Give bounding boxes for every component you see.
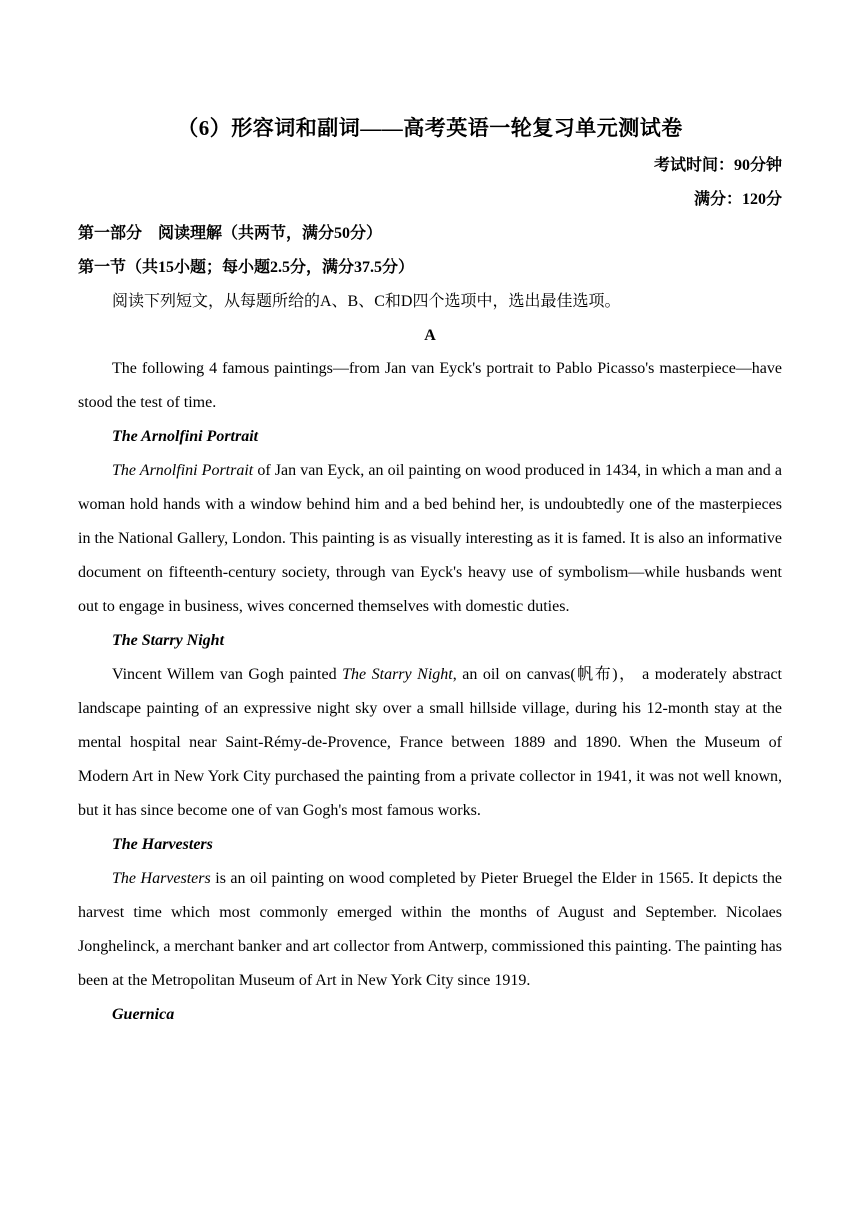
- paragraph-text: of Jan van Eyck, an oil painting on wood produced in 1434, in which a man and a woman hold hands with a window behind him and a bed behind her, is undoubtedly one of the masterpieces in the National Gallery, London. This painting is as visually interesting as it is famed. It is also an informative document on fifteenth-century society, through van Eyck's heavy use of symbolism—while husbands went out to engage in business, wives concerned themselves with domestic duties.: [78, 462, 782, 615]
- section-heading-arnolfini: The Arnolfini Portrait: [112, 428, 259, 445]
- section-heading-guernica: Guernica: [112, 1006, 175, 1023]
- paragraph-text-pre: Vincent Willem van Gogh painted: [112, 666, 343, 683]
- italic-title: The Harvesters: [112, 870, 211, 887]
- italic-title: The Arnolfini Portrait: [112, 462, 254, 479]
- page-title: （6）形容词和副词——高考英语一轮复习单元测试卷: [177, 116, 683, 140]
- passage-body: [78, 352, 782, 1032]
- instructions: 阅读下列短文，从每题所给的A、B、C和D四个选项中，选出最佳选项。: [112, 293, 621, 310]
- intro-paragraph: The following 4 famous paintings—from Jan van Eyck's portrait to Pablo Picasso's masterpiece—have stood the test of time.: [78, 360, 782, 411]
- section-heading-harvesters: The Harvesters: [112, 836, 213, 853]
- paragraph-starry-night: [78, 658, 782, 828]
- paragraph-arnolfini: [78, 454, 782, 624]
- part-heading: 第一部分 阅读理解（共两节，满分50分）: [78, 225, 383, 242]
- paragraph-text: , an oil on canvas(帆布)， a moderately abstract landscape painting of an expressive night sky over a small hillside village, during his 12-month stay at the mental hospital near Saint-Rémy-de-Provence, France between 1889 and 1890. When the Museum of Modern Art in New York City purchased the painting from a private collector in 1941, it was not well known, but it has since become one of van Gogh's most famous works.: [78, 666, 782, 819]
- section-heading-starry-night: The Starry Night: [112, 632, 225, 649]
- section-heading: 第一节（共15小题；每小题2.5分，满分37.5分）: [78, 259, 415, 276]
- italic-title: The Starry Night: [342, 666, 453, 683]
- paragraph-text: is an oil painting on wood completed by Pieter Bruegel the Elder in 1565. It depicts the harvest time which most commonly emerged within the months of August and September. Nicolaes Jonghelinck, a merchant banker and art collector from Antwerp, commissioned this painting. The painting has been at the Metropolitan Museum of Art in New York City since 1919.: [78, 870, 783, 989]
- exam-time: 考试时间：90分钟: [653, 157, 782, 174]
- paragraph-harvesters: [78, 862, 782, 998]
- passage-letter: A: [424, 327, 436, 344]
- full-score: 满分：120分: [693, 191, 782, 208]
